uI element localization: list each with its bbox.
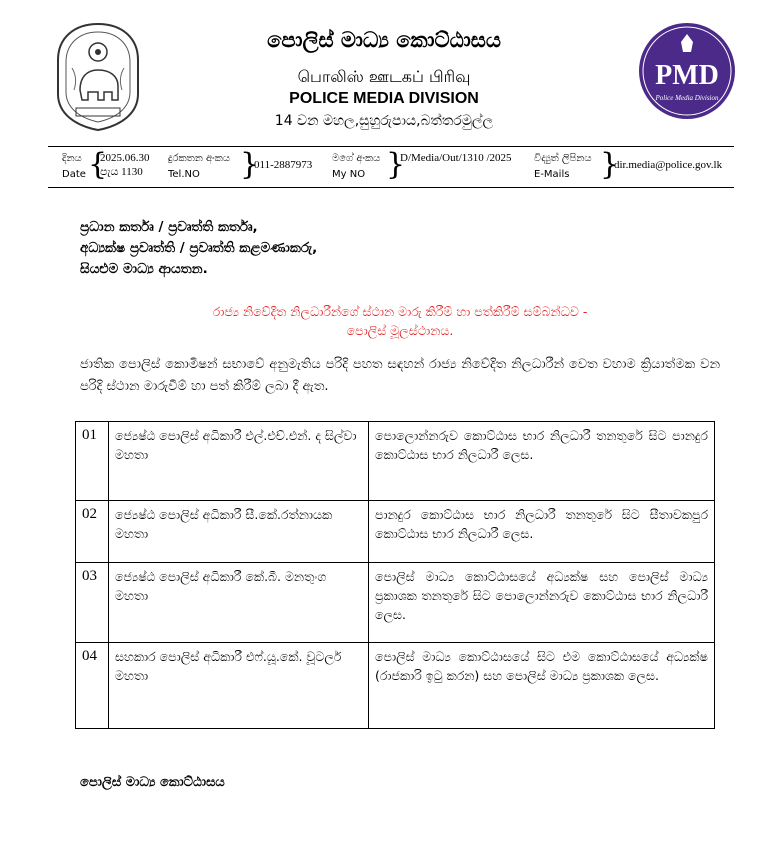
subject-line-2: පොලිස් මූලස්ථානය. xyxy=(346,323,454,338)
posting-details: පොලොන්නරුව කොට්ඨාස භාර නිලධාරී තනතුරේ සිට පානදුර කොට්ඨාස භාර නිලධාරී ලෙස. xyxy=(369,422,715,501)
subject-line-1: රාජ්‍ය නිවේදිත නිලධාරීන්ගේ ස්ථාන මාරු කිරීම් හා පත්කිරීම් සම්බන්ධව - xyxy=(212,304,588,319)
brace-1: { xyxy=(88,147,108,182)
tel-label-si: දුරකතන අංකය xyxy=(168,153,231,164)
intro-paragraph: ජාතික පොලිස් කොමිෂන් සභාවේ අනුමැතිය පරිදි පහත සඳහන් රාජ්‍ය නිවේදිත නිලධාරීන් වෙත වහාම ක්‍රියාත්මක වන පරිදි ස්ථාන මාරුවීම් හා පත් කිරීම් ලබා දී ඇත. xyxy=(80,357,720,394)
date-label-si: දිනය xyxy=(62,153,82,164)
officer-name: සහකාර පොලිස් අධිකාරී එෆ්.යූ.කේ. වූටලර් මහතා xyxy=(109,643,369,729)
table-row xyxy=(76,501,715,563)
myno-label-si: මගේ අංකය xyxy=(332,153,381,164)
row-number: 03 xyxy=(76,563,109,643)
email-label-en: E-Mails xyxy=(534,169,570,180)
email-label-si: විද්‍යුත් ලිපිනය xyxy=(534,153,592,164)
office-address: 14 වන මහල,සුහුරුපාය,බත්තරමුල්ල xyxy=(274,113,494,129)
tel-label-en: Tel.NO xyxy=(168,169,200,180)
title-sinhala: පොලිස් මාධ්‍ය කොට්ඨාසය xyxy=(267,28,501,52)
brace-3: } xyxy=(386,147,406,182)
bottom-rule xyxy=(48,187,734,188)
officer-name: ජ්‍යෙෂ්ඨ පොලිස් අධිකාරී කේ.බී. මනතුංග මහතා xyxy=(109,563,369,643)
tel-value: 011-2887973 xyxy=(254,159,313,171)
brace-4: } xyxy=(600,147,620,182)
posting-details: පානදුර කොට්ඨාස භාර නිලධාරී තනතුරේ සිට සීතාවකපුර කොට්ඨාස භාර නිලධාරී ලෙස. xyxy=(369,501,715,563)
myno-value: D/Media/Out/1310 /2025 xyxy=(400,152,512,164)
addressee-2: අධ්‍යක්ෂ ප්‍රවෘත්ති / ප්‍රවෘත්ති කළමණාකරු, xyxy=(80,240,318,256)
title-tamil: பொலிஸ் ஊடகப் பிரிவு xyxy=(297,67,471,86)
time-value: පැය 1130 xyxy=(100,166,143,178)
email-value: dir.media@police.gov.lk xyxy=(614,159,723,171)
date-label-en: Date xyxy=(62,169,86,180)
transfers-table xyxy=(75,421,715,729)
row-number: 01 xyxy=(76,422,109,501)
posting-details: පොලිස් මාධ්‍ය කොට්ඨාසයේ අධ්‍යක්ෂ සහ පොලිස් මාධ්‍ය ප්‍රකාශක තනතුරේ සිට පොලොන්නරුව කොට්ඨාස භාර නිලධාරී ලෙස. xyxy=(369,563,715,643)
subject xyxy=(80,302,720,340)
brace-2: } xyxy=(240,147,260,182)
pmd-logo-sub: Police Media Division xyxy=(655,94,719,102)
table-row xyxy=(76,422,715,501)
officer-name: ජ්‍යෙෂ්ඨ පොලිස් අධිකාරී සී.කේ.රත්නායක මහතා xyxy=(109,501,369,563)
addressee-1: ප්‍රධාන කර්තෘ / ප්‍රවෘත්ති කර්තෘ, xyxy=(80,219,258,235)
pmd-logo-text: PMD xyxy=(655,60,719,91)
officer-name: ජ්‍යෙෂ්ඨ පොලිස් අධිකාරී එල්.එච්.එන්. ද සිල්වා මහතා xyxy=(109,422,369,501)
title-english: POLICE MEDIA DIVISION xyxy=(289,90,479,107)
row-number: 02 xyxy=(76,501,109,563)
footer-signature: පොලිස් මාධ්‍ය කොට්ඨාසය xyxy=(80,775,225,790)
table-row xyxy=(76,563,715,643)
myno-label-en: My NO xyxy=(332,169,366,180)
row-number: 04 xyxy=(76,643,109,729)
date-value: 2025.06.30 xyxy=(100,152,150,164)
table-row xyxy=(76,643,715,729)
posting-details: පොලිස් මාධ්‍ය කොට්ඨාසයේ සිට එම කොට්ඨාසයේ අධ්‍යක්ෂ (රාජකාරි ඉටු කරන) සහ පොලිස් මාධ්‍ය ප්‍රකාශක ලෙස. xyxy=(369,643,715,729)
addressee-3: සියළුම මාධ්‍ය ආයතන. xyxy=(80,261,208,277)
